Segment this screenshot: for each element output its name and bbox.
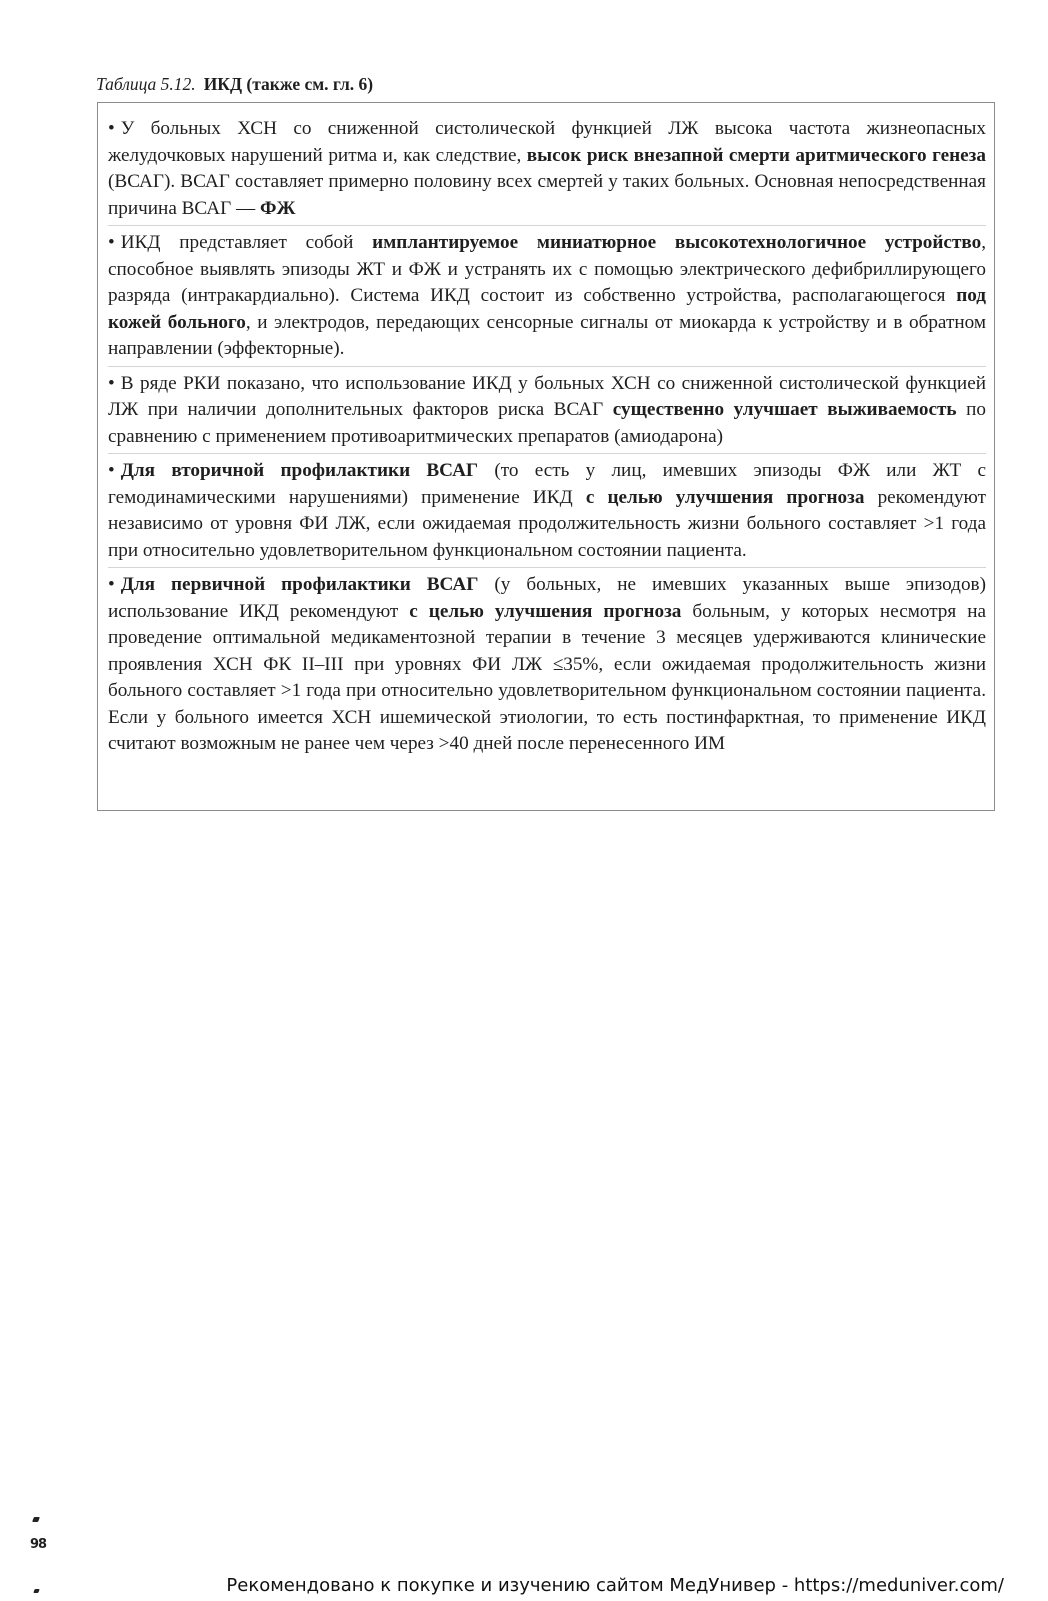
- table-caption-label: Таблица 5.12.: [96, 74, 196, 94]
- item-text: по сравнению с применением противоаритмических препаратов (амиодарона): [108, 399, 986, 447]
- bold-text: Для первичной профилактики ВСАГ: [120, 574, 479, 595]
- page-number: 98: [30, 1537, 47, 1552]
- table-item: [108, 572, 986, 761]
- table-item: [108, 116, 986, 226]
- bold-text: с целью улучшения прогноза: [409, 600, 682, 622]
- bullet-icon: •: [108, 460, 115, 481]
- item-text: В ряде РКИ показано, что использование ИКД у больных ХСН со сниженной систолической функцией ЛЖ при наличии дополнительных факторов риска ВСАГ: [108, 372, 986, 420]
- scan-mark-bottom: [33, 1589, 39, 1593]
- content-table: [97, 102, 995, 811]
- scan-mark-top: [32, 1517, 40, 1522]
- footer-text: Рекомендовано к покупке и изучению сайтом МедУнивер - https://meduniver.com/: [226, 1575, 1004, 1596]
- item-text: ИКД представляет собой: [120, 232, 373, 253]
- item-text: больным, у которых несмотря на проведение оптимальной медикаментозной терапии в течение 3 месяцев удерживаются клинические проявления ХСН ФК II–III при уровнях ФИ ЛЖ ≤35%, если ожидаемая продолжительность жизни больного составляет >1 года при относительно удовлетворительном функциональном состоянии пациента. Если у больного имеется ХСН ишемической этиологии, то есть постинфарктная, то применение ИКД считают возможным не ранее чем через >40 дней после перенесенного ИМ: [108, 600, 986, 754]
- item-text: рекомендуют независимо от уровня ФИ ЛЖ, если ожидаемая продолжительность жизни больного составляет >1 года при относительно удовлетворительном функциональном состоянии пациента.: [108, 486, 987, 561]
- item-text: (то есть у лиц, имевших эпизоды ФЖ или ЖТ с гемодинамическими нарушениями) применение ИКД: [108, 460, 987, 508]
- item-text: У больных ХСН со сниженной систолической функцией ЛЖ высока частота жизнеопасных желудочковых нарушений ритма и, как следствие,: [108, 118, 986, 166]
- item-text: (у больных, не имевших указанных выше эпизодов) использование ИКД рекомендуют: [108, 574, 986, 622]
- item-text: , и электродов, передающих сенсорные сигналы от миокарда к устройству и в обратном направлении (эффекторные).: [108, 311, 986, 359]
- bold-text: имплантируемое миниатюрное высокотехнологичное устройство: [372, 232, 982, 253]
- table-item: [108, 230, 986, 367]
- bold-text: существенно улучшает выживаемость: [612, 399, 957, 420]
- table-item: [108, 458, 986, 568]
- item-text: (ВСАГ). ВСАГ составляет примерно половину всех смертей у таких больных. Основная непосредственная причина ВСАГ —: [108, 171, 986, 219]
- bullet-icon: •: [108, 574, 115, 595]
- table-item: [108, 371, 986, 455]
- table-caption: [96, 73, 373, 95]
- bold-text: Для вторичной профилактики ВСАГ: [120, 460, 479, 481]
- bold-text: с целью улучшения прогноза: [585, 486, 865, 508]
- bullet-icon: •: [108, 118, 115, 139]
- bold-text: под кожей больного: [108, 285, 986, 333]
- bullet-icon: •: [108, 372, 115, 394]
- bullet-icon: •: [108, 232, 115, 253]
- bold-text: ФЖ: [260, 197, 296, 219]
- item-text: , способное выявлять эпизоды ЖТ и ФЖ и устранять их с помощью электрического дефибриллирующего разряда (интракардиально). Система ИКД состоит из собственно устройства, располагающегося: [108, 232, 986, 306]
- bold-text: высок риск внезапной смерти аритмического генеза: [526, 144, 986, 166]
- table-caption-title: ИКД (также см. гл. 6): [203, 74, 374, 94]
